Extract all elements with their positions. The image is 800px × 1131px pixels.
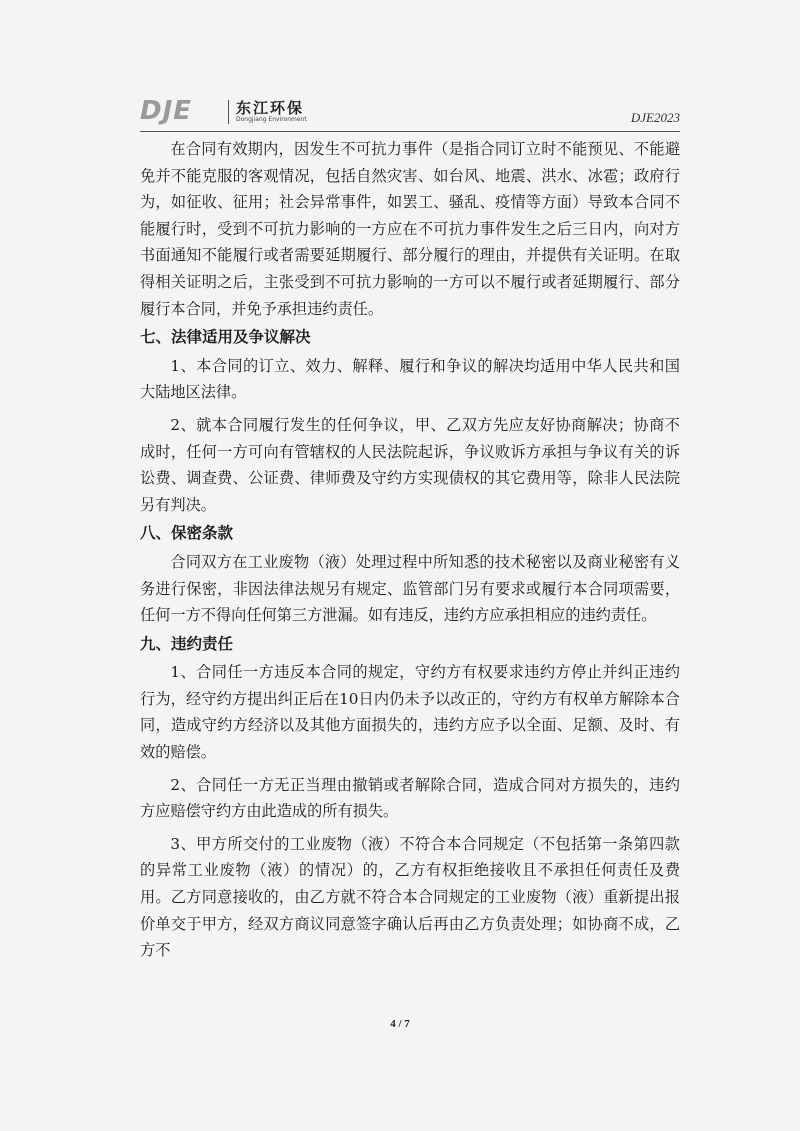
section-8-heading: 八、保密条款 xyxy=(140,524,234,543)
section-9-heading: 九、违约责任 xyxy=(140,634,234,653)
force-majeure-paragraph: 在合同有效期内，因发生不可抗力事件（是指合同订立时不能预见、不能避免并不能克服的客观情况，包括自然灾害、如台风、地震、洪水、冰雹；政府行为，如征收、征用；社会异常事件，如罢工、骚乱、疫情等方面）导致本合同不能履行时，受到不可抗力影响的一方应在不可抗力事件发生之后三日内，向对方书面通知不能履行或者需要延期履行、部分履行的理由，并提供有关证明。在取得相关证明之后，主张受到不可抗力影响的一方可以不履行或者延期履行、部分履行本合同，并免予承担违约责任。 xyxy=(140,140,680,318)
logo-divider xyxy=(228,100,229,124)
company-logo-mark: DJE xyxy=(140,96,193,126)
company-name-cn: 东江环保 xyxy=(236,99,305,117)
document-code: DJE2023 xyxy=(630,110,680,125)
company-name-en: Dongjiang Environment xyxy=(236,116,307,123)
section-9-clause-1: 1、合同任一方违反本合同的规定，守约方有权要求违约方停止并纠正违约行为，经守约方提出纠正后在10日内仍未予以改正的，守约方有权单方解除本合同，造成守约方经济以及其他方面损失的，违约方应予以全面、足额、及时、有效的赔偿。 xyxy=(140,663,680,762)
page-number: 4 / 7 xyxy=(390,1018,410,1030)
section-7-clause-1: 1、本合同的订立、效力、解释、履行和争议的解决均适用中华人民共和国大陆地区法律。 xyxy=(140,356,680,402)
section-7-heading: 七、法律适用及争议解决 xyxy=(140,328,311,347)
section-9-clause-3: 3、甲方所交付的工业废物（液）不符合本合同规定（不包括第一条第四款的异常工业废物（液）的情况）的，乙方有权拒绝接收且不承担任何责任及费用。乙方同意接收的，由乙方就不符合本合同规定的工业废物（液）重新提出报价单交于甲方，经双方商议同意签字确认后再由乙方负责处理；如协商不成，乙方不 xyxy=(140,834,680,960)
section-8-clause-1: 合同双方在工业废物（液）处理过程中所知悉的技术秘密以及商业秘密有义务进行保密，非因法律法规另有规定、监管部门另有要求或履行本合同项需要，任何一方不得向任何第三方泄漏。如有违反，违约方应承担相应的违约责任。 xyxy=(140,552,680,625)
section-7-clause-2: 2、就本合同履行发生的任何争议，甲、乙双方先应友好协商解决；协商不成时，任何一方可向有管辖权的人民法院起诉，争议败诉方承担与争议有关的诉讼费、调查费、公证费、律师费及守约方实现债权的其它费用等，除非人民法院另有判决。 xyxy=(140,415,680,514)
header-divider xyxy=(140,131,680,132)
section-9-clause-2: 2、合同任一方无正当理由撤销或者解除合同，造成合同对方损失的，违约方应赔偿守约方由此造成的所有损失。 xyxy=(140,775,680,821)
page-header xyxy=(140,92,680,132)
contract-body xyxy=(140,136,680,964)
